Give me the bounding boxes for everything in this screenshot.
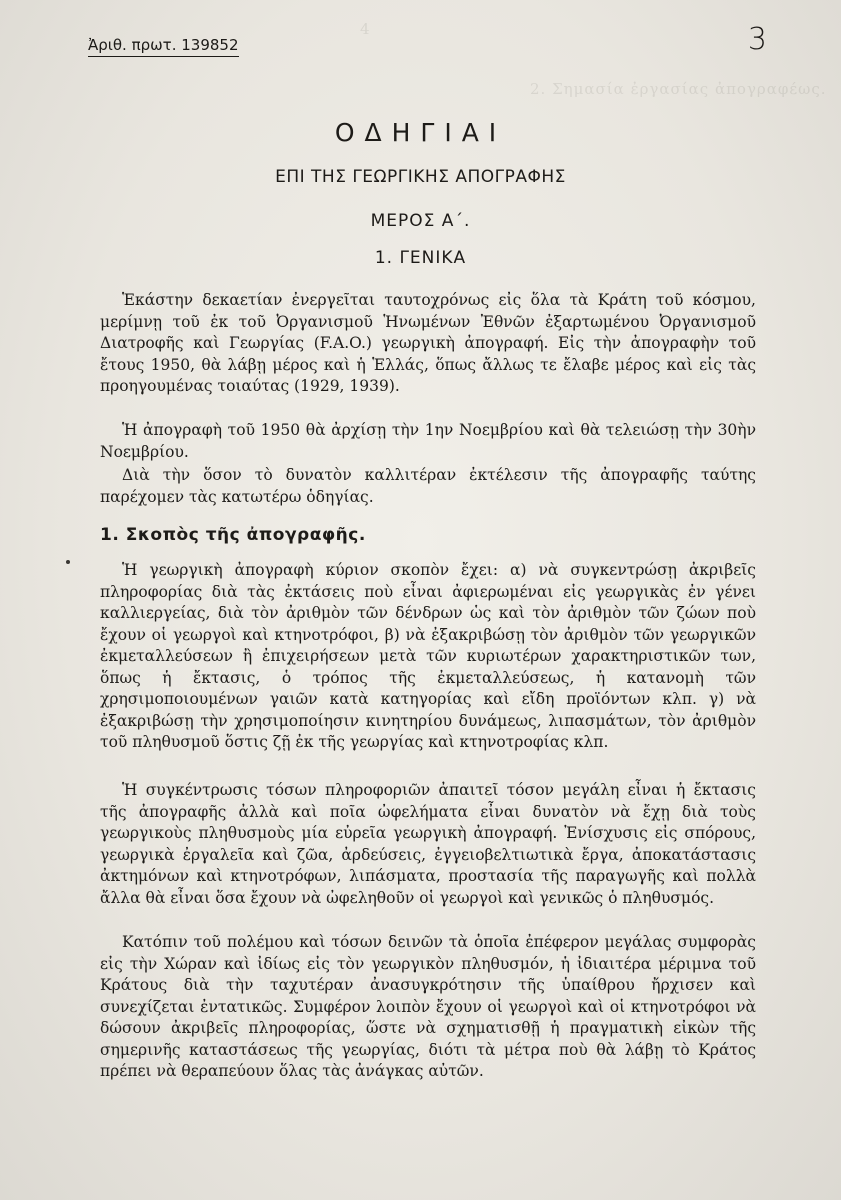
paragraph — [100, 780, 756, 909]
document-subtitle: ΕΠΙ ΤΗΣ ΓΕΩΡΓΙΚΗΣ ΑΠΟΓΡΑΦΗΣ — [275, 167, 566, 187]
paragraph-text: Ἡ συγκέντρωσις τόσων πληροφοριῶν ἀπαιτεῖ τόσον μεγάλη εἶναι ἡ ἔκτασις τῆς ἀπογραφῆς ἀλλὰ καὶ ποῖα ὠφελήματα εἶναι δυνατὸν νὰ ἔχῃ διὰ τοὺς γεωργικοὺς πληθυσμοὺς μία εὐρεῖα γεωργικὴ ἀπογραφή. Ἐνίσχυσις εἰς σπόρους, γεωργικὰ ἐργαλεῖα καὶ ζῶα, ἀρδεύσεις, ἐγγειοβελτιωτικὰ ἔργα, ἀποκατάστασις ἀκτημόνων καὶ κτηνοτρόφων, λιπάσματα, προστασία τῆς παραγωγῆς καὶ πολλὰ ἄλλα θὰ εἶναι ὅσα ἔχουν νὰ ὠφεληθοῦν οἱ γεωργοὶ καὶ γενικῶς ὁ πληθυσμός. — [100, 781, 756, 907]
paragraph — [100, 560, 756, 754]
section-heading: 1. ΓΕΝΙΚΑ — [374, 248, 467, 268]
document-title: ΟΔΗΓΙΑΙ — [334, 118, 507, 147]
subsection-heading: 1. Σκοπὸς τῆς ἀπογραφῆς. — [100, 525, 366, 545]
paragraph — [100, 932, 756, 1083]
paragraph-text: Διὰ τὴν ὅσον τὸ δυνατὸν καλλιτέραν ἐκτέλεσιν τῆς ἀπογραφῆς ταύτης παρέχομεν τὰς κατωτέρω ὁδηγίας. — [100, 466, 756, 506]
paragraph-text: Ἑκάστην δεκαετίαν ἐνεργεῖται ταυτοχρόνως εἰς ὅλα τὰ Κράτη τοῦ κόσμου, μερίμνῃ τοῦ ἐκ τοῦ Ὀργανισμοῦ Ἡνωμένων Ἐθνῶν ἐξαρτωμένου Ὀργανισμοῦ Διατροφῆς καὶ Γεωργίας (F.A.O.) γεωργικὴ ἀπογραφή. Εἰς τὴν ἀπογραφὴν τοῦ ἔτους 1950, θὰ λάβῃ μέρος καὶ ἡ Ἑλλάς, ὅπως ἄλλως τε ἔλαβε μέρος καὶ εἰς τὰς προηγουμένας τοιαύτας (1929, 1939). — [100, 291, 756, 395]
margin-dot — [66, 560, 70, 564]
paragraph — [100, 290, 756, 398]
paragraph — [100, 420, 756, 463]
paragraph-text: Ἡ γεωργικὴ ἀπογραφὴ κύριον σκοπὸν ἔχει: α) νὰ συγκεντρώσῃ ἀκριβεῖς πληροφορίας διὰ τὰς ἐκτάσεις ποὺ εἶναι ἀφιερωμέναι εἰς γεωργικὰς ἐν γένει καλλιεργείας, διὰ τὸν ἀριθμὸν τῶν δένδρων ὡς καὶ τὸν ἀριθμὸν τῶν ζώων ποὺ ἔχουν οἱ γεωργοὶ καὶ κτηνοτρόφοι, β) νὰ ἐξακριβώσῃ τὸν ἀριθμὸν τῶν γεωργικῶν ἐκμεταλλεύσεων ἢ ἐπιχειρήσεων μετὰ τῶν κυριωτέρων χαρακτηριστικῶν των, ὅπως ἡ ἔκτασις, ὁ τρόπος τῆς ἐκμεταλλεύσεως, ἡ κατανομὴ τῶν χρησιμοποιουμένων γαιῶν κατὰ κατηγορίας καὶ εἴδη προϊόντων κλπ. γ) νὰ ἐξακριβώσῃ τὴν χρησιμοποίησιν κινητηρίου δυνάμεως, λιπασμάτων, τὸν ἀριθμὸν τοῦ πληθυσμοῦ ὅστις ζῇ ἐκ τῆς γεωργίας καὶ κτηνοτροφίας κλπ. — [100, 561, 756, 751]
protocol-number: Ἀριθ. πρωτ. 139852 — [88, 36, 239, 57]
paragraph-text: Κατόπιν τοῦ πολέμου καὶ τόσων δεινῶν τὰ ὁποῖα ἐπέφερον μεγάλας συμφορὰς εἰς τὴν Χώραν καὶ ἰδίως εἰς τὸν γεωργικὸν πληθυσμόν, ἡ ἰδιαιτέρα μέριμνα τοῦ Κράτους διὰ τὴν ταχυτέραν ἀνασυγκρότησιν τῆς ὑπαίθρου ἤρχισεν καὶ συνεχίζεται ἐντατικῶς. Συμφέρον λοιπὸν ἔχουν οἱ γεωργοὶ καὶ οἱ κτηνοτρόφοι νὰ δώσουν ἀκριβεῖς πληροφορίας, ὥστε νὰ σχηματισθῇ ἡ πραγματικὴ εἰκὼν τῆς σημερινῆς καταστάσεως τῆς γεωργίας, διότι τὰ μέτρα ποὺ θὰ λάβῃ τὸ Κράτος πρέπει νὰ θεραπεύουν ὅλας τὰς ἀνάγκας αὐτῶν. — [100, 933, 756, 1080]
bleed-through-text: 2. Σημασία ἐργασίας ἀπογραφέως. — [530, 80, 827, 98]
paragraph-text: Ἡ ἀπογραφὴ τοῦ 1950 θὰ ἀρχίσῃ τὴν 1ην Νοεμβρίου καὶ θὰ τελειώσῃ τὴν 30ὴν Νοεμβρίου. — [100, 421, 756, 461]
bleed-through-text: 4 — [360, 20, 371, 38]
page-number-mark: 3 — [747, 22, 767, 57]
paragraph — [100, 465, 756, 508]
part-heading: ΜΕΡΟΣ Α΄. — [370, 211, 471, 231]
